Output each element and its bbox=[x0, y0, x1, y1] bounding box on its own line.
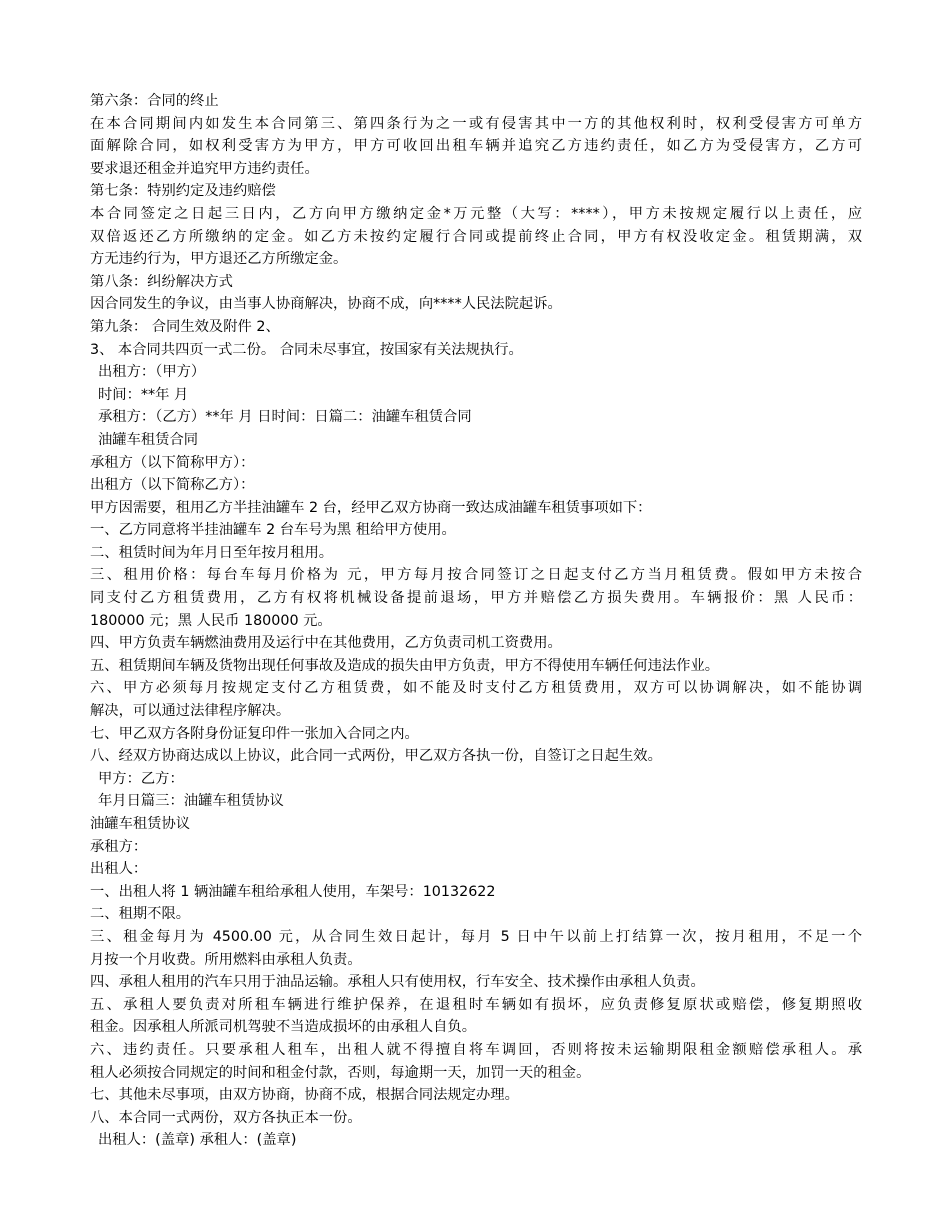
contract-3-clause-2: 二、租期不限。 bbox=[90, 906, 191, 923]
contract-2-clause-3-line-2: 同支付乙方租赁费用，乙方有权将机械设备提前退场，甲方并赔偿乙方损失费用。车辆报价：黑 人民币： bbox=[90, 590, 862, 607]
contract-3-lessee: 承租方： bbox=[90, 838, 148, 855]
contract-2-lessee: 承租方（以下简称甲方）： bbox=[90, 454, 255, 471]
contract-3-clause-6-line-2: 租人必须按合同规定的时间和租金付款，否则，每逾期一天，加罚一天的租金。 bbox=[90, 1064, 591, 1081]
contract-2-clause-4: 四、甲方负责车辆燃油费用及运行中在其他费用，乙方负责司机工资费用。 bbox=[90, 635, 562, 652]
document-page bbox=[90, 90, 862, 1152]
contract-2-clause-3-line-1: 三、租用价格：每台车每月价格为 元，甲方每月按合同签订之日起支付乙方当月租赁费。假如甲方未按合 bbox=[90, 567, 862, 584]
contract-3-clause-5-line-1: 五、承租人要负责对所租车辆进行维护保养，在退租时车辆如有损坏，应负责修复原状或赔偿，修复期照收 bbox=[90, 996, 862, 1013]
article-9-heading: 第九条： 合同生效及附件 2、 bbox=[90, 318, 280, 335]
contract-2-clause-7: 七、甲乙双方各附身份证复印件一张加入合同之内。 bbox=[90, 725, 419, 742]
contract-2-clause-6-line-1: 六、甲方必须每月按规定支付乙方租赁费，如不能及时支付乙方租赁费用，双方可以协调解决，如不能协调 bbox=[90, 680, 862, 697]
contract-2-clause-1: 一、乙方同意将半挂油罐车 2 台车号为黑 租给甲方使用。 bbox=[90, 522, 456, 539]
contract-3-title: 油罐车租赁协议 bbox=[90, 816, 191, 832]
article-6-text-line-3: 要求退还租金并追究甲方违约责任。 bbox=[90, 160, 319, 177]
contract-3-signatures: 出租人：(盖章) 承租人：(盖章) bbox=[98, 1132, 297, 1149]
article-6-text-line-2: 面解除合同，如权利受害方为甲方，甲方可收回出租车辆并追究乙方违约责任，如乙方为受侵害方，乙方可 bbox=[90, 138, 862, 155]
article-9-text: 3、 本合同共四页一式二份。 合同未尽事宜，按国家有关法规执行。 bbox=[90, 341, 523, 358]
lessor-signature-line: 出租方：（甲方） bbox=[98, 364, 206, 381]
contract-3-clause-8: 八、本合同一式两份，双方各执正本一份。 bbox=[90, 1109, 362, 1126]
contract-2-clause-6-line-2: 解决，可以通过法律程序解决。 bbox=[90, 703, 291, 720]
contract-3-clause-3-line-1: 三、租金每月为 4500.00 元，从合同生效日起计，每月 5 日中午以前上打结算一次，按月租用，不足一个 bbox=[90, 928, 862, 945]
article-6-heading: 第六条：合同的终止 bbox=[90, 93, 219, 109]
contract-3-clause-5-line-2: 租金。因承租人所派司机驾驶不当造成损坏的由承租人自负。 bbox=[90, 1019, 477, 1036]
contract-3-clause-7: 七、其他未尽事项，由双方协商，协商不成，根据合同法规定办理。 bbox=[90, 1087, 519, 1104]
contract-3-lessor: 出租人： bbox=[90, 861, 148, 878]
article-7-heading: 第七条：特别约定及违约赔偿 bbox=[90, 183, 276, 200]
contract-2-title: 油罐车租赁合同 bbox=[98, 431, 199, 448]
contract-2-intro: 甲方因需要，租用乙方半挂油罐车 2 台，经甲乙双方协商一致达成油罐车租赁事项如下： bbox=[90, 499, 652, 516]
contract-2-lessor: 出租方（以下简称乙方）： bbox=[90, 477, 255, 494]
article-7-text-line-1: 本合同签定之日起三日内，乙方向甲方缴纳定金*万元整（大写：****），甲方未按规定履行以上责任，应 bbox=[90, 205, 862, 222]
contract-2-signatures: 甲方：乙方： bbox=[98, 770, 184, 787]
contract-3-clause-1: 一、出租人将 1 辆油罐车租给承租人使用，车架号：10132622 bbox=[90, 883, 496, 900]
lessee-signature-line: 承租方：（乙方）**年 月 日时间：日篇二：油罐车租赁合同 bbox=[98, 409, 472, 426]
contract-2-clause-3-line-3: 180000 元；黑 人民币 180000 元。 bbox=[90, 612, 332, 629]
contract-2-clause-8: 八、经双方协商达成以上协议，此合同一式两份，甲乙双方各执一份，自签订之日起生效。 bbox=[90, 748, 662, 765]
date-line: 时间：**年 月 bbox=[98, 386, 189, 403]
article-6-text-line-1: 在本合同期间内如发生本合同第三、第四条行为之一或有侵害其中一方的其他权利时，权利受侵害方可单方 bbox=[90, 115, 862, 132]
article-7-text-line-2: 双倍返还乙方所缴纳的定金。如乙方未按约定履行合同或提前终止合同，甲方有权没收定金。租赁期满，双 bbox=[90, 228, 862, 245]
contract-3-clause-4: 四、承租人租用的汽车只用于油品运输。承租人只有使用权，行车安全、技术操作由承租人负责。 bbox=[90, 974, 705, 991]
article-8-text: 因合同发生的争议，由当事人协商解决，协商不成，向****人民法院起诉。 bbox=[90, 296, 562, 313]
article-7-text-line-3: 方无违约行为，甲方退还乙方所缴定金。 bbox=[90, 251, 348, 268]
contract-2-clause-2: 二、租赁时间为年月日至年按月租用。 bbox=[90, 544, 334, 561]
contract-3-clause-3-line-2: 月按一个月收费。所用燃料由承租人负责。 bbox=[90, 951, 362, 968]
contract-2-clause-5: 五、租赁期间车辆及货物出现任何事故及造成的损失由甲方负责，甲方不得使用车辆任何违法作业。 bbox=[90, 657, 720, 674]
article-8-heading: 第八条：纠纷解决方式 bbox=[90, 273, 233, 290]
contract-3-header: 年月日篇三：油罐车租赁协议 bbox=[98, 793, 284, 810]
contract-3-clause-6-line-1: 六、违约责任。只要承租人租车，出租人就不得擅自将车调回，否则将按未运输期限租金额赔偿承租人。承 bbox=[90, 1041, 862, 1058]
